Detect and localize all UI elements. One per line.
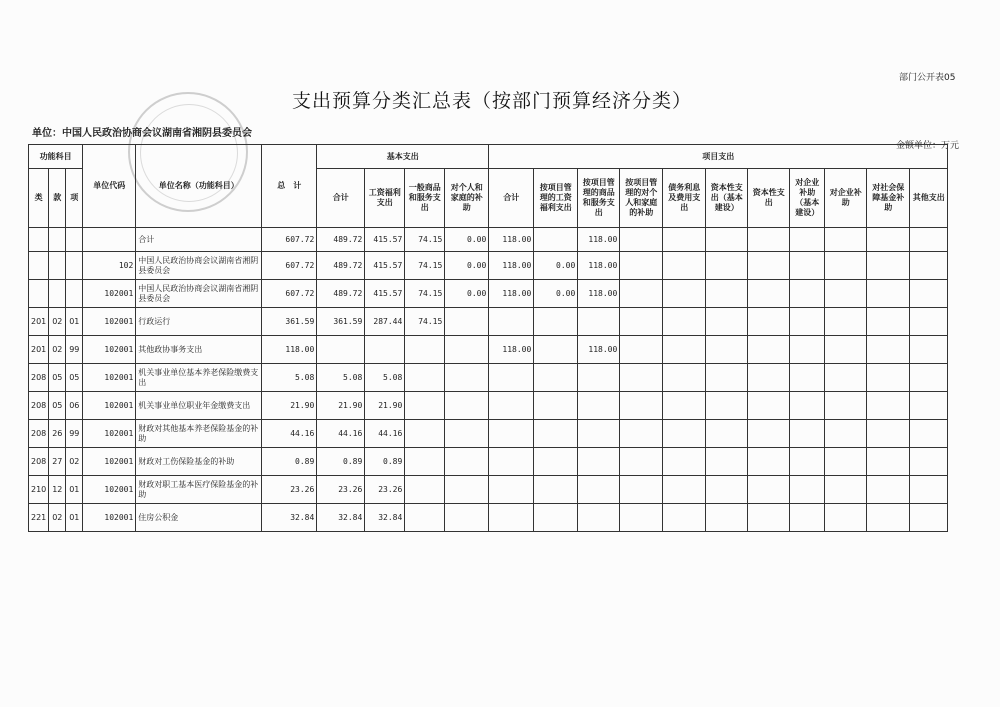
cell-empty [748, 504, 790, 532]
cell-empty [867, 364, 910, 392]
cell-empty [910, 504, 948, 532]
cell-empty [867, 392, 910, 420]
cell-basic-wage: 32.84 [365, 504, 405, 532]
cell-empty [825, 476, 867, 504]
cell-xiang: 99 [66, 420, 83, 448]
cell-project-goods [578, 420, 620, 448]
cell-empty [620, 392, 663, 420]
table-row [29, 364, 948, 392]
cell-project-goods: 118.00 [578, 252, 620, 280]
header-basic-personal: 对个人和家庭的补助 [445, 169, 489, 228]
cell-empty [790, 392, 825, 420]
header-project-capital: 资本性支出 [748, 169, 790, 228]
cell-xiang: 01 [66, 308, 83, 336]
cell-project-wage: 0.00 [534, 252, 578, 280]
cell-basic-total: 0.89 [317, 448, 365, 476]
cell-basic-total: 5.08 [317, 364, 365, 392]
cell-empty [706, 504, 748, 532]
form-number: 部门公开表05 [899, 73, 956, 83]
header-basic-wage: 工资福利支出 [365, 169, 405, 228]
cell-empty [825, 252, 867, 280]
cell-empty [867, 336, 910, 364]
cell-basic-personal [445, 308, 489, 336]
cell-basic-goods [405, 420, 445, 448]
cell-basic-personal [445, 420, 489, 448]
cell-project-goods [578, 308, 620, 336]
cell-lei: 201 [29, 336, 49, 364]
cell-project-goods [578, 476, 620, 504]
cell-unit-name: 行政运行 [136, 308, 262, 336]
cell-kuan: 26 [49, 420, 66, 448]
cell-empty [663, 392, 706, 420]
cell-empty [825, 308, 867, 336]
cell-empty [825, 448, 867, 476]
cell-empty [867, 448, 910, 476]
cell-basic-wage: 44.16 [365, 420, 405, 448]
header-kuan: 款 [49, 169, 66, 228]
cell-kuan [49, 252, 66, 280]
cell-project-wage [534, 336, 578, 364]
cell-total: 44.16 [262, 420, 317, 448]
cell-project-wage [534, 476, 578, 504]
cell-empty [748, 308, 790, 336]
cell-empty [910, 280, 948, 308]
cell-unit-code: 102001 [83, 364, 136, 392]
cell-empty [663, 280, 706, 308]
cell-empty [748, 336, 790, 364]
cell-empty [663, 252, 706, 280]
cell-project-goods: 118.00 [578, 336, 620, 364]
cell-kuan [49, 228, 66, 252]
cell-basic-goods [405, 392, 445, 420]
header-xiang: 项 [66, 169, 83, 228]
cell-empty [790, 252, 825, 280]
header-lei: 类 [29, 169, 49, 228]
cell-unit-name: 中国人民政治协商会议湖南省湘阴县委员会 [136, 280, 262, 308]
cell-basic-wage [365, 336, 405, 364]
cell-total: 607.72 [262, 228, 317, 252]
cell-project-wage [534, 392, 578, 420]
cell-empty [706, 252, 748, 280]
header-function-subject: 功能科目 [29, 145, 83, 169]
cell-basic-personal [445, 448, 489, 476]
cell-unit-code: 102001 [83, 280, 136, 308]
cell-project-total [489, 364, 534, 392]
cell-empty [748, 448, 790, 476]
cell-unit-code: 102001 [83, 308, 136, 336]
header-basic-goods: 一般商品和服务支出 [405, 169, 445, 228]
cell-empty [620, 476, 663, 504]
cell-basic-wage: 415.57 [365, 280, 405, 308]
cell-basic-goods: 74.15 [405, 308, 445, 336]
cell-basic-total: 361.59 [317, 308, 365, 336]
cell-empty [620, 252, 663, 280]
cell-unit-name: 其他政协事务支出 [136, 336, 262, 364]
cell-empty [867, 308, 910, 336]
cell-total: 607.72 [262, 280, 317, 308]
cell-empty [825, 420, 867, 448]
cell-project-goods [578, 392, 620, 420]
cell-total: 118.00 [262, 336, 317, 364]
cell-basic-goods [405, 504, 445, 532]
cell-empty [790, 280, 825, 308]
cell-empty [790, 476, 825, 504]
cell-empty [748, 228, 790, 252]
cell-empty [663, 336, 706, 364]
cell-empty [910, 476, 948, 504]
cell-lei: 210 [29, 476, 49, 504]
cell-empty [663, 364, 706, 392]
cell-empty [910, 252, 948, 280]
cell-unit-code: 102001 [83, 420, 136, 448]
header-project-wage: 按项目管理的工资福利支出 [534, 169, 578, 228]
cell-xiang: 05 [66, 364, 83, 392]
cell-basic-personal [445, 476, 489, 504]
cell-basic-total: 21.90 [317, 392, 365, 420]
header-project-social-security: 对社会保障基金补助 [867, 169, 910, 228]
cell-unit-name: 合计 [136, 228, 262, 252]
cell-basic-wage: 23.26 [365, 476, 405, 504]
cell-project-total: 118.00 [489, 228, 534, 252]
cell-basic-goods [405, 476, 445, 504]
cell-basic-wage: 287.44 [365, 308, 405, 336]
cell-empty [620, 504, 663, 532]
cell-empty [706, 476, 748, 504]
header-project-total: 合计 [489, 169, 534, 228]
cell-empty [706, 228, 748, 252]
cell-xiang: 06 [66, 392, 83, 420]
cell-empty [790, 336, 825, 364]
table-row [29, 280, 948, 308]
cell-basic-wage: 415.57 [365, 252, 405, 280]
cell-basic-goods [405, 364, 445, 392]
cell-empty [663, 228, 706, 252]
header-project-debt: 债务利息及费用支出 [663, 169, 706, 228]
cell-unit-code: 102001 [83, 504, 136, 532]
cell-total: 32.84 [262, 504, 317, 532]
cell-empty [910, 420, 948, 448]
cell-empty [825, 364, 867, 392]
cell-basic-goods [405, 336, 445, 364]
cell-project-total [489, 392, 534, 420]
cell-xiang: 99 [66, 336, 83, 364]
cell-unit-code: 102001 [83, 476, 136, 504]
cell-project-total [489, 448, 534, 476]
cell-unit-code: 102001 [83, 392, 136, 420]
cell-xiang [66, 252, 83, 280]
table-row [29, 504, 948, 532]
cell-empty [910, 308, 948, 336]
cell-basic-total: 489.72 [317, 252, 365, 280]
cell-empty [790, 364, 825, 392]
header-project-expenditure: 项目支出 [489, 145, 948, 169]
cell-empty [790, 448, 825, 476]
cell-empty [867, 504, 910, 532]
cell-empty [748, 392, 790, 420]
cell-lei [29, 252, 49, 280]
cell-empty [910, 448, 948, 476]
amount-unit: 金额单位：万元 [896, 141, 960, 151]
cell-empty [620, 280, 663, 308]
cell-project-total [489, 420, 534, 448]
budget-table [28, 144, 948, 532]
cell-lei: 208 [29, 420, 49, 448]
header-project-goods: 按项目管理的商品和服务支出 [578, 169, 620, 228]
cell-total: 0.89 [262, 448, 317, 476]
table-row [29, 336, 948, 364]
cell-empty [867, 252, 910, 280]
cell-kuan: 27 [49, 448, 66, 476]
cell-kuan: 02 [49, 308, 66, 336]
cell-empty [663, 448, 706, 476]
cell-empty [790, 420, 825, 448]
header-unit-name: 单位名称（功能科目） [136, 145, 262, 228]
cell-empty [748, 420, 790, 448]
cell-unit-name: 住房公积金 [136, 504, 262, 532]
cell-basic-personal: 0.00 [445, 228, 489, 252]
cell-empty [790, 228, 825, 252]
cell-kuan: 02 [49, 504, 66, 532]
cell-basic-goods: 74.15 [405, 228, 445, 252]
cell-empty [825, 280, 867, 308]
cell-empty [620, 364, 663, 392]
cell-project-wage: 0.00 [534, 280, 578, 308]
cell-basic-goods [405, 448, 445, 476]
cell-empty [790, 308, 825, 336]
cell-basic-total: 489.72 [317, 280, 365, 308]
cell-empty [620, 420, 663, 448]
cell-basic-personal [445, 504, 489, 532]
cell-lei: 208 [29, 392, 49, 420]
cell-basic-wage: 21.90 [365, 392, 405, 420]
cell-unit-name: 中国人民政治协商会议湖南省湘阴县委员会 [136, 252, 262, 280]
header-project-enterprise-construction: 对企业补助（基本建设） [790, 169, 825, 228]
cell-empty [663, 308, 706, 336]
cell-unit-name: 财政对工伤保险基金的补助 [136, 448, 262, 476]
cell-basic-goods: 74.15 [405, 280, 445, 308]
cell-total: 361.59 [262, 308, 317, 336]
header-total: 总 计 [262, 145, 317, 228]
cell-basic-goods: 74.15 [405, 252, 445, 280]
cell-xiang: 02 [66, 448, 83, 476]
cell-empty [706, 392, 748, 420]
cell-empty [910, 364, 948, 392]
cell-basic-personal [445, 392, 489, 420]
cell-basic-total: 489.72 [317, 228, 365, 252]
cell-empty [620, 336, 663, 364]
cell-lei [29, 280, 49, 308]
cell-empty [706, 420, 748, 448]
table-row [29, 252, 948, 280]
cell-empty [748, 280, 790, 308]
cell-unit-name: 财政对其他基本养老保险基金的补助 [136, 420, 262, 448]
cell-empty [706, 308, 748, 336]
cell-empty [620, 228, 663, 252]
cell-basic-wage: 415.57 [365, 228, 405, 252]
cell-empty [706, 336, 748, 364]
cell-empty [910, 336, 948, 364]
cell-project-goods [578, 504, 620, 532]
cell-empty [706, 364, 748, 392]
cell-basic-total: 23.26 [317, 476, 365, 504]
cell-basic-wage: 5.08 [365, 364, 405, 392]
cell-unit-code: 102001 [83, 448, 136, 476]
cell-project-total [489, 308, 534, 336]
cell-lei: 208 [29, 364, 49, 392]
cell-unit-name: 机关事业单位职业年金缴费支出 [136, 392, 262, 420]
cell-basic-total: 44.16 [317, 420, 365, 448]
cell-project-wage [534, 308, 578, 336]
cell-kuan: 05 [49, 392, 66, 420]
cell-basic-personal [445, 364, 489, 392]
cell-unit-name: 机关事业单位基本养老保险缴费支出 [136, 364, 262, 392]
cell-unit-name: 财政对职工基本医疗保险基金的补助 [136, 476, 262, 504]
cell-total: 23.26 [262, 476, 317, 504]
header-project-enterprise: 对企业补助 [825, 169, 867, 228]
cell-empty [867, 280, 910, 308]
cell-empty [825, 228, 867, 252]
cell-empty [706, 280, 748, 308]
cell-xiang: 01 [66, 476, 83, 504]
cell-basic-wage: 0.89 [365, 448, 405, 476]
cell-lei [29, 228, 49, 252]
cell-empty [825, 336, 867, 364]
cell-lei: 221 [29, 504, 49, 532]
cell-project-goods [578, 448, 620, 476]
cell-project-total: 118.00 [489, 252, 534, 280]
cell-empty [867, 228, 910, 252]
cell-empty [663, 476, 706, 504]
cell-unit-code: 102001 [83, 336, 136, 364]
cell-empty [910, 392, 948, 420]
cell-empty [706, 448, 748, 476]
cell-project-goods: 118.00 [578, 228, 620, 252]
cell-project-total: 118.00 [489, 280, 534, 308]
table-row [29, 476, 948, 504]
cell-total: 5.08 [262, 364, 317, 392]
cell-total: 607.72 [262, 252, 317, 280]
cell-project-wage [534, 364, 578, 392]
cell-project-total [489, 476, 534, 504]
cell-project-wage [534, 504, 578, 532]
cell-lei: 201 [29, 308, 49, 336]
header-basic-expenditure: 基本支出 [317, 145, 489, 169]
header-project-other: 其他支出 [910, 169, 948, 228]
cell-empty [867, 476, 910, 504]
cell-empty [663, 420, 706, 448]
cell-empty [790, 504, 825, 532]
table-row [29, 228, 948, 252]
page-title: 支出预算分类汇总表（按部门预算经济分类） [292, 90, 693, 112]
cell-project-goods: 118.00 [578, 280, 620, 308]
cell-empty [620, 448, 663, 476]
cell-empty [620, 308, 663, 336]
cell-empty [910, 228, 948, 252]
cell-project-goods [578, 364, 620, 392]
cell-empty [867, 420, 910, 448]
cell-basic-total: 32.84 [317, 504, 365, 532]
cell-unit-code: 102 [83, 252, 136, 280]
cell-project-wage [534, 420, 578, 448]
cell-kuan [49, 280, 66, 308]
cell-lei: 208 [29, 448, 49, 476]
header-basic-total: 合计 [317, 169, 365, 228]
table-row [29, 420, 948, 448]
cell-basic-personal [445, 336, 489, 364]
table-row [29, 308, 948, 336]
cell-empty [748, 252, 790, 280]
cell-unit-code [83, 228, 136, 252]
cell-project-total: 118.00 [489, 336, 534, 364]
cell-basic-personal: 0.00 [445, 280, 489, 308]
cell-kuan: 05 [49, 364, 66, 392]
cell-basic-total [317, 336, 365, 364]
cell-xiang [66, 280, 83, 308]
unit-label: 单位：中国人民政治协商会议湖南省湘阴县委员会 [32, 128, 252, 139]
cell-empty [825, 504, 867, 532]
cell-project-wage [534, 448, 578, 476]
cell-kuan: 02 [49, 336, 66, 364]
table-row [29, 448, 948, 476]
header-project-capital-construction: 资本性支出（基本建设） [706, 169, 748, 228]
cell-kuan: 12 [49, 476, 66, 504]
cell-total: 21.90 [262, 392, 317, 420]
cell-project-total [489, 504, 534, 532]
cell-empty [748, 364, 790, 392]
cell-empty [825, 392, 867, 420]
cell-empty [663, 504, 706, 532]
header-unit-code: 单位代码 [83, 145, 136, 228]
cell-xiang: 01 [66, 504, 83, 532]
table-row [29, 392, 948, 420]
cell-basic-personal: 0.00 [445, 252, 489, 280]
header-project-personal: 按项目管理的对个人和家庭的补助 [620, 169, 663, 228]
cell-project-wage [534, 228, 578, 252]
cell-xiang [66, 228, 83, 252]
cell-empty [748, 476, 790, 504]
